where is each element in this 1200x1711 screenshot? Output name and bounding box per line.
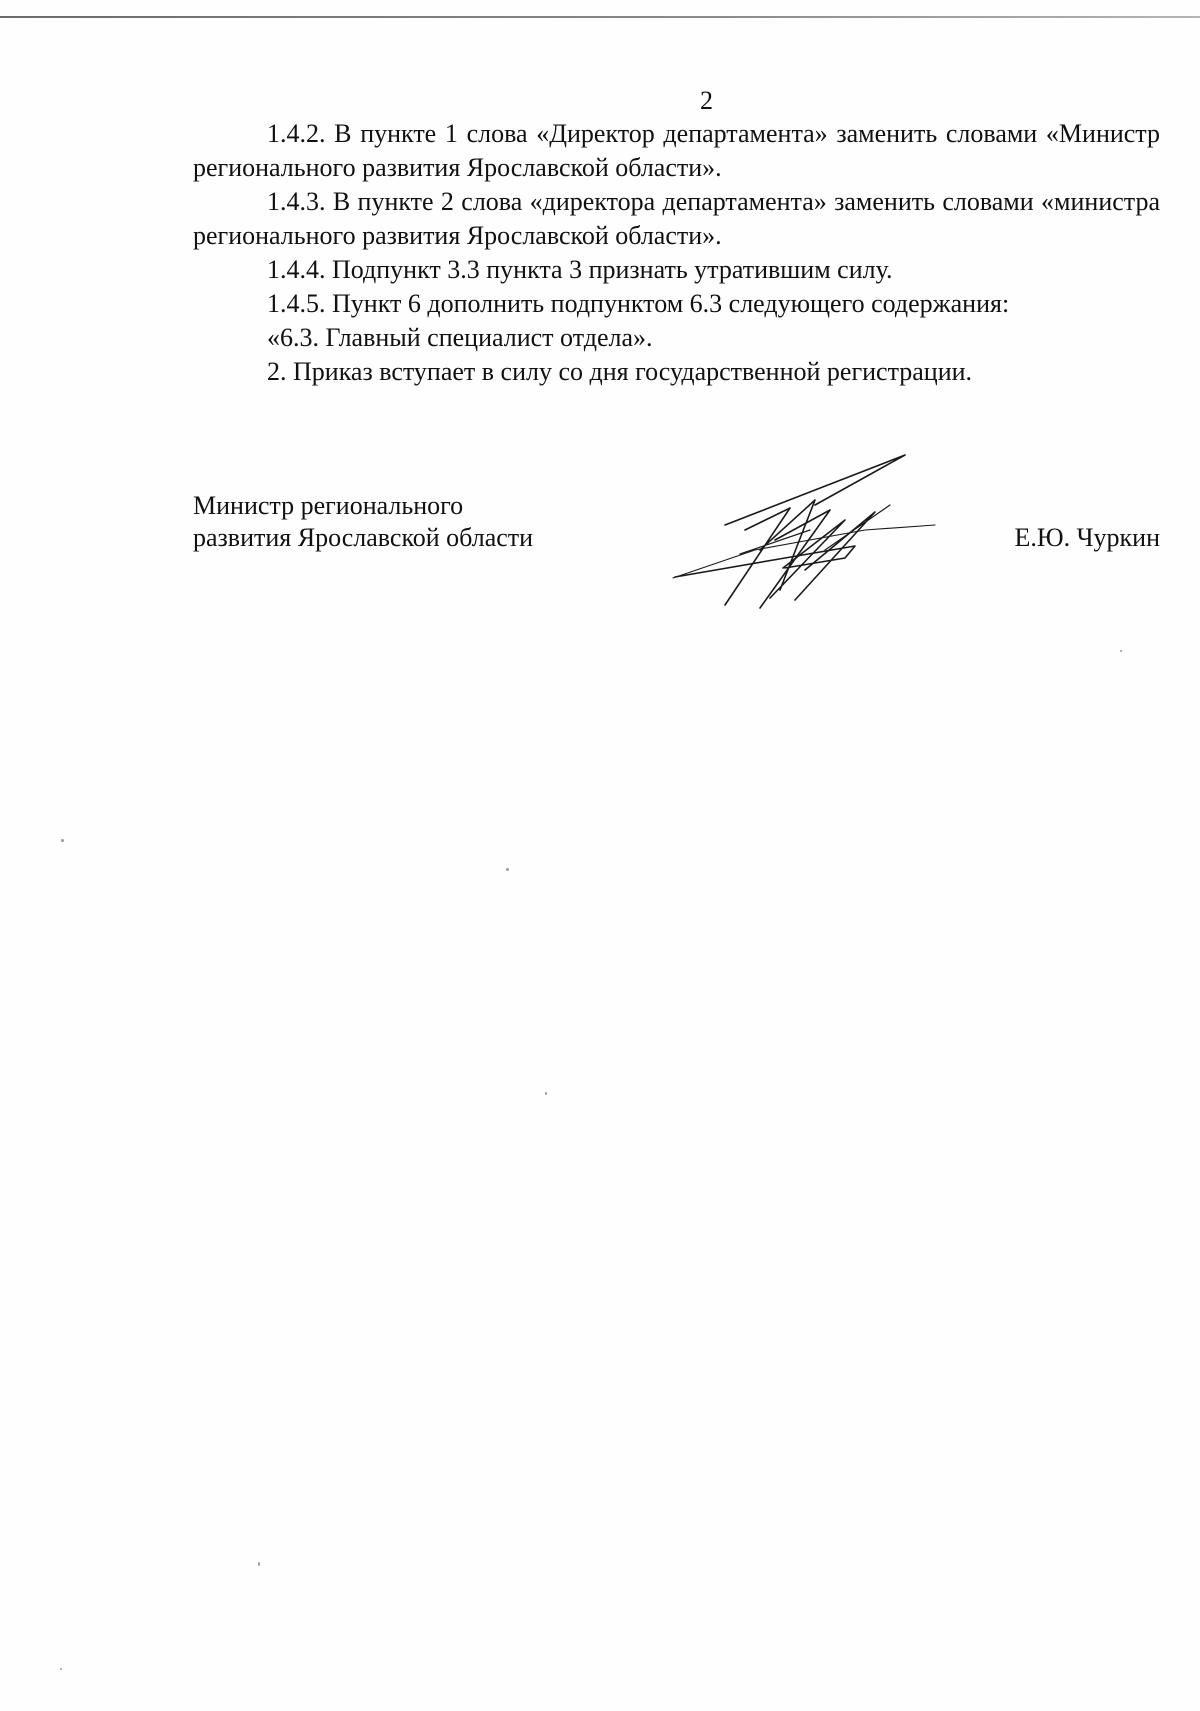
- paragraph-1-4-4: 1.4.4. Подпункт 3.3 пункта 3 признать утратившим силу.: [267, 255, 893, 284]
- paragraph-1-4-3: 1.4.3. В пункте 2 слова «директора департамента» заменить словами «министра регионального развития Ярославской области».: [193, 187, 1160, 250]
- scan-speck: [60, 1668, 62, 1670]
- page-number: 2: [700, 86, 713, 115]
- signer-title: [193, 490, 533, 554]
- signer-title-line-1: Министр регионального: [193, 491, 464, 520]
- paragraph-quote-6-3: «6.3. Главный специалист отдела».: [267, 323, 653, 352]
- handwritten-signature-icon: [665, 450, 945, 620]
- paragraph-1-4-2: 1.4.2. В пункте 1 слова «Директор департамента» заменить словами «Министр регионального развития Ярославской области».: [193, 119, 1160, 182]
- scan-edge-line: [0, 16, 1200, 18]
- document-body: [193, 117, 1160, 389]
- paragraph-1-4-5: 1.4.5. Пункт 6 дополнить подпунктом 6.3 следующего содержания:: [267, 289, 1010, 318]
- paragraph-2-effective: 2. Приказ вступает в силу со дня государственной регистрации.: [267, 357, 973, 386]
- scan-speck: [258, 1562, 260, 1566]
- scan-speck: [545, 1092, 547, 1095]
- signer-title-line-2: развития Ярославской области: [193, 523, 534, 552]
- scan-speck: [506, 868, 509, 871]
- scan-speck: [61, 839, 64, 842]
- signer-name: Е.Ю. Чуркин: [1014, 523, 1160, 552]
- scan-speck: [1120, 650, 1122, 652]
